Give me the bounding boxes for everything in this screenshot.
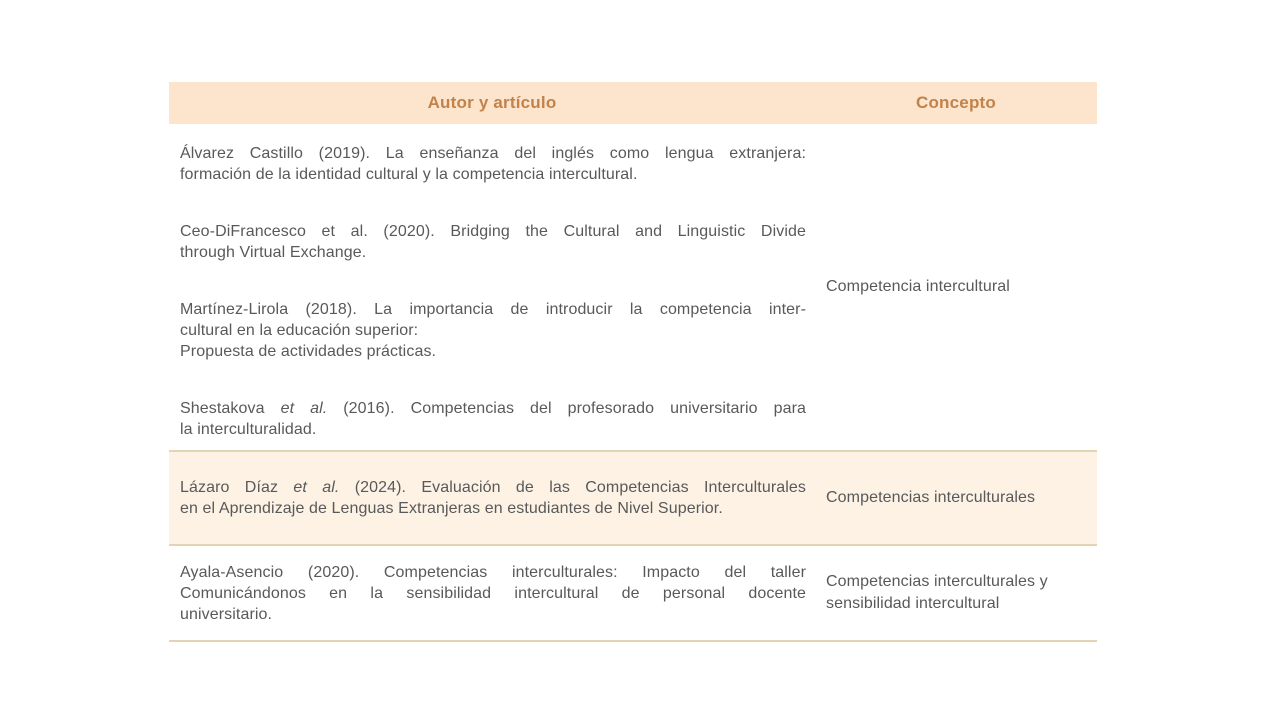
citation-text: formación de la identidad cultural y la competencia intercultural. [180, 166, 638, 183]
citation-line [180, 498, 806, 519]
header-concepto: Concepto [916, 93, 996, 112]
citation-text: Ceo-DiFrancesco et al. (2020). Bridging the Cultural and Linguistic Divide [180, 223, 806, 240]
citation-text: (2024). Evaluación de las Competencias Interculturales [339, 479, 806, 496]
citation-text: Ayala-Asencio (2020). Competencias interculturales: Impacto del taller [180, 563, 806, 581]
citation-line [180, 221, 806, 242]
citation-line [180, 419, 806, 440]
concept-label: Competencias interculturales [826, 489, 1036, 506]
citation-line [180, 398, 806, 419]
citations-table [169, 82, 1097, 642]
citation-line [180, 164, 806, 185]
concept-label: Competencia intercultural [826, 278, 1010, 295]
citation-line [180, 299, 806, 320]
citation-text: la interculturalidad. [180, 421, 317, 438]
citation-entry [180, 221, 806, 263]
citation-line [180, 143, 806, 164]
table-row-group [169, 124, 1097, 452]
citation-text: en el Aprendizaje de Lenguas Extranjeras en estudiantes de Nivel Superior. [180, 500, 723, 517]
author-article-cell [169, 124, 815, 450]
citation-line [180, 341, 806, 362]
citation-text-italic: et al. [280, 400, 328, 417]
citation-entry [180, 562, 806, 625]
citation-line [180, 562, 806, 583]
citation-line [180, 320, 806, 341]
table-body [169, 124, 1097, 642]
citation-entry [180, 143, 806, 185]
concept-cell [815, 452, 1097, 544]
concept-cell [815, 124, 1097, 450]
citation-line [180, 583, 806, 604]
author-article-cell [169, 452, 815, 544]
table-row-group [169, 546, 1097, 642]
citation-text-italic: et al. [293, 479, 340, 496]
citation-text: Propuesta de actividades prácticas. [180, 343, 437, 360]
citation-line [180, 604, 806, 625]
citation-text: Shestakova [180, 400, 281, 417]
citation-text: cultural en la educación superior: [180, 322, 419, 339]
citation-entry [180, 398, 806, 440]
concept-label: Competencias interculturales y sensibilidad intercultural [826, 573, 1048, 612]
table-header-row [169, 82, 1097, 124]
citation-entry [180, 299, 806, 362]
citation-text: Lázaro Díaz [180, 479, 294, 496]
citation-text: universitario. [180, 605, 273, 623]
citation-text: Comunicándonos en la sensibilidad intercultural de personal docente [180, 584, 806, 602]
table-row-group [169, 452, 1097, 546]
concept-cell [815, 546, 1097, 640]
author-article-cell [169, 546, 815, 640]
citation-text: (2016). Competencias del profesorado universitario para [327, 400, 807, 417]
header-autor-articulo: Autor y artículo [427, 93, 557, 112]
citation-text: through Virtual Exchange. [180, 244, 367, 261]
citation-line [180, 242, 806, 263]
citation-text: Martínez-Lirola (2018). La importancia de introducir la competencia inter- [180, 301, 806, 318]
citation-text: Álvarez Castillo (2019). La enseñanza del inglés como lengua extranjera: [180, 145, 806, 162]
citation-entry [180, 477, 806, 519]
citation-line [180, 477, 806, 498]
